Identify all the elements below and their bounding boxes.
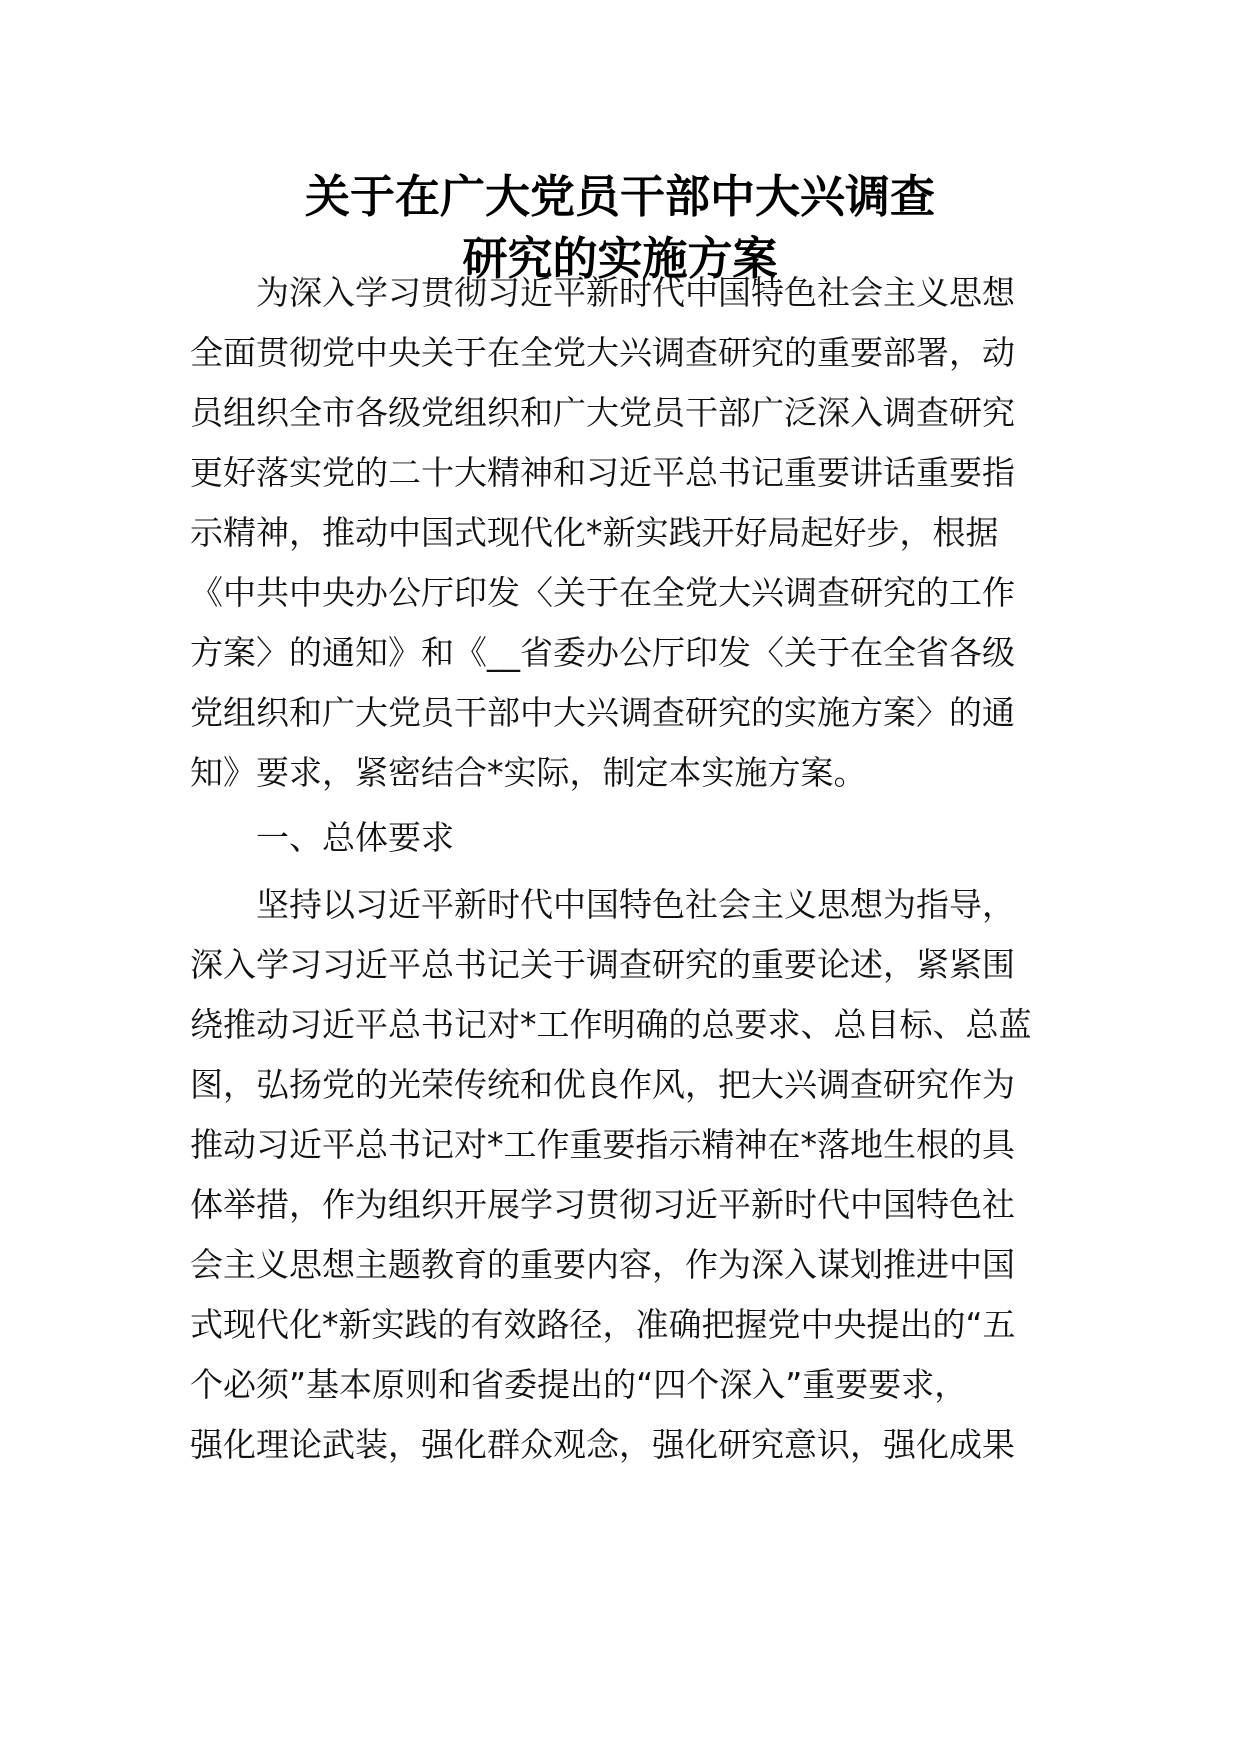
paragraph-requirements-line-4: 图，弘扬党的光荣传统和优良作风，把大兴调查研究作为 <box>190 1065 1015 1104</box>
paragraph-intro-line-2: 全面贯彻党中央关于在全党大兴调查研究的重要部署，动 <box>190 333 1015 372</box>
paragraph-intro-line-1: 为深入学习贯彻习近平新时代中国特色社会主义思想 <box>256 273 1015 312</box>
section-heading: 一、总体要求 <box>256 818 454 857</box>
paragraph-requirements-line-8: 式现代化*新实践的有效路径，准确把握党中央提出的“五 <box>190 1305 1016 1344</box>
paragraph-requirements-line-1: 坚持以习近平新时代中国特色社会主义思想为指导， <box>256 885 1015 924</box>
title-line-2: 研究的实施方案 <box>462 232 778 285</box>
paragraph-intro-line-6: 《中共中央办公厅印发〈关于在全党大兴调查研究的工作 <box>190 573 1015 612</box>
paragraph-intro-line-3: 员组织全市各级党组织和广大党员干部广泛深入调查研究 <box>190 393 1015 432</box>
paragraph-requirements-line-3: 绕推动习近平总书记对*工作明确的总要求、总目标、总蓝 <box>190 1005 1032 1044</box>
paragraph-requirements-line-7: 会主义思想主题教育的重要内容，作为深入谋划推进中国 <box>190 1245 1015 1284</box>
paragraph-intro-line-7: 方案〉的通知》和《__省委办公厅印发〈关于在全省各级 <box>190 633 1015 672</box>
paragraph-intro-line-8: 党组织和广大党员干部中大兴调查研究的实施方案〉的通 <box>190 693 1015 732</box>
paragraph-requirements-line-6: 体举措，作为组织开展学习贯彻习近平新时代中国特色社 <box>190 1185 1015 1224</box>
paragraph-requirements-line-2: 深入学习习近平总书记关于调查研究的重要论述，紧紧围 <box>190 945 1015 984</box>
paragraph-requirements-line-10: 强化理论武装，强化群众观念，强化研究意识，强化成果 <box>190 1425 1015 1464</box>
paragraph-requirements-line-5: 推动习近平总书记对*工作重要指示精神在*落地生根的具 <box>190 1125 1015 1164</box>
paragraph-intro-line-4: 更好落实党的二十大精神和习近平总书记重要讲话重要指 <box>190 453 1015 492</box>
paragraph-intro-line-5: 示精神，推动中国式现代化*新实践开好局起好步，根据 <box>190 513 999 552</box>
title-line-1: 关于在广大党员干部中大兴调查 <box>304 170 935 223</box>
paragraph-intro-line-9: 知》要求，紧密结合*实际，制定本实施方案。 <box>190 753 867 792</box>
paragraph-requirements-line-9: 个必须”基本原则和省委提出的“四个深入”重要要求， <box>190 1365 968 1404</box>
